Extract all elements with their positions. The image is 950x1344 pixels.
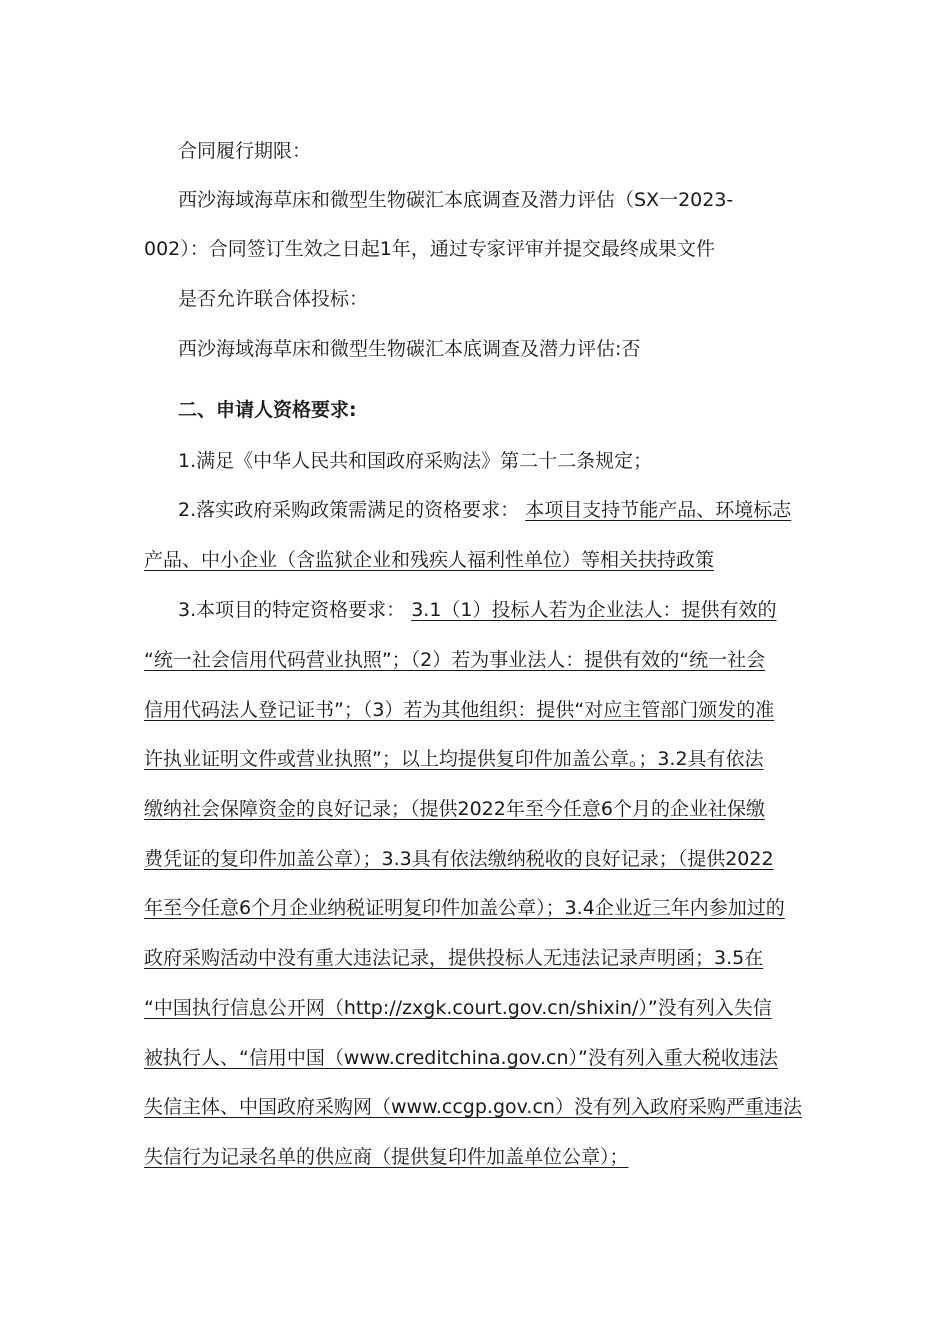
requirement-item-3-text: 3.1（1）投标人若为企业法人：提供有效的 bbox=[411, 599, 777, 621]
requirement-item-2-line-1 bbox=[178, 498, 791, 522]
requirement-item-3-line: 缴纳社会保障资金的良好记录；（提供2022年至今任意6个月的企业社保缴 bbox=[144, 798, 765, 820]
requirement-item-1: 1.满足《中华人民共和国政府采购法》第二十二条规定； bbox=[178, 450, 653, 472]
requirement-item-3-line: 许执业证明文件或营业执照”；以上均提供复印件加盖公章。；3.2具有依法 bbox=[144, 748, 764, 770]
contract-period-heading: 合同履行期限： bbox=[178, 140, 312, 162]
requirement-item-3-line: 年至今任意6个月企业纳税证明复印件加盖公章）；3.4企业近三年内参加过的 bbox=[144, 897, 785, 919]
section-2-heading: 二、申请人资格要求: bbox=[178, 399, 357, 421]
consortium-value: 西沙海域海草床和微型生物碳汇本底调查及潜力评估:否 bbox=[178, 338, 641, 360]
consortium-heading: 是否允许联合体投标： bbox=[178, 288, 369, 310]
requirement-item-3-line-1 bbox=[178, 598, 777, 622]
requirement-item-3-line: 被执行人、“信用中国（www.creditchina.gov.cn）”没有列入重大税收违法 bbox=[144, 1047, 778, 1069]
requirement-item-3-line: 费凭证的复印件加盖公章）；3.3具有依法缴纳税收的良好记录；（提供2022 bbox=[144, 848, 774, 870]
requirement-item-3-line: 失信主体、中国政府采购网（www.ccgp.gov.cn）没有列入政府采购严重违法 bbox=[144, 1096, 802, 1118]
requirement-item-2-label: 2.落实政府采购政策需满足的资格要求： bbox=[178, 499, 520, 521]
contract-period-line-1: 西沙海域海草床和微型生物碳汇本底调查及潜力评估（SX一2023- bbox=[178, 189, 734, 211]
requirement-item-3-line: “统一社会信用代码营业执照”；（2）若为事业法人：提供有效的“统一社会 bbox=[144, 649, 766, 671]
requirement-item-3-label: 3.本项目的特定资格要求： bbox=[178, 599, 406, 621]
requirement-item-3-line: 失信行为记录名单的供应商（提供复印件加盖单位公章）； bbox=[144, 1146, 629, 1168]
contract-period-line-2: 002）：合同签订生效之日起1年，通过专家评审并提交最终成果文件 bbox=[144, 238, 715, 260]
requirement-item-3-line: “中国执行信息公开网（http://zxgk.court.gov.cn/shixin/）”没有列入失信 bbox=[144, 997, 772, 1019]
requirement-item-3-line: 信用代码法人登记证书”；（3）若为其他组织：提供“对应主管部门颁发的准 bbox=[144, 699, 775, 721]
requirement-item-3-line: 政府采购活动中没有重大违法记录，提供投标人无违法记录声明函；3.5在 bbox=[144, 947, 764, 969]
requirement-item-2-line-2: 产品、中小企业（含监狱企业和残疾人福利性单位）等相关扶持政策 bbox=[144, 549, 715, 571]
requirement-item-2-text: 本项目支持节能产品、环境标志 bbox=[525, 499, 792, 521]
